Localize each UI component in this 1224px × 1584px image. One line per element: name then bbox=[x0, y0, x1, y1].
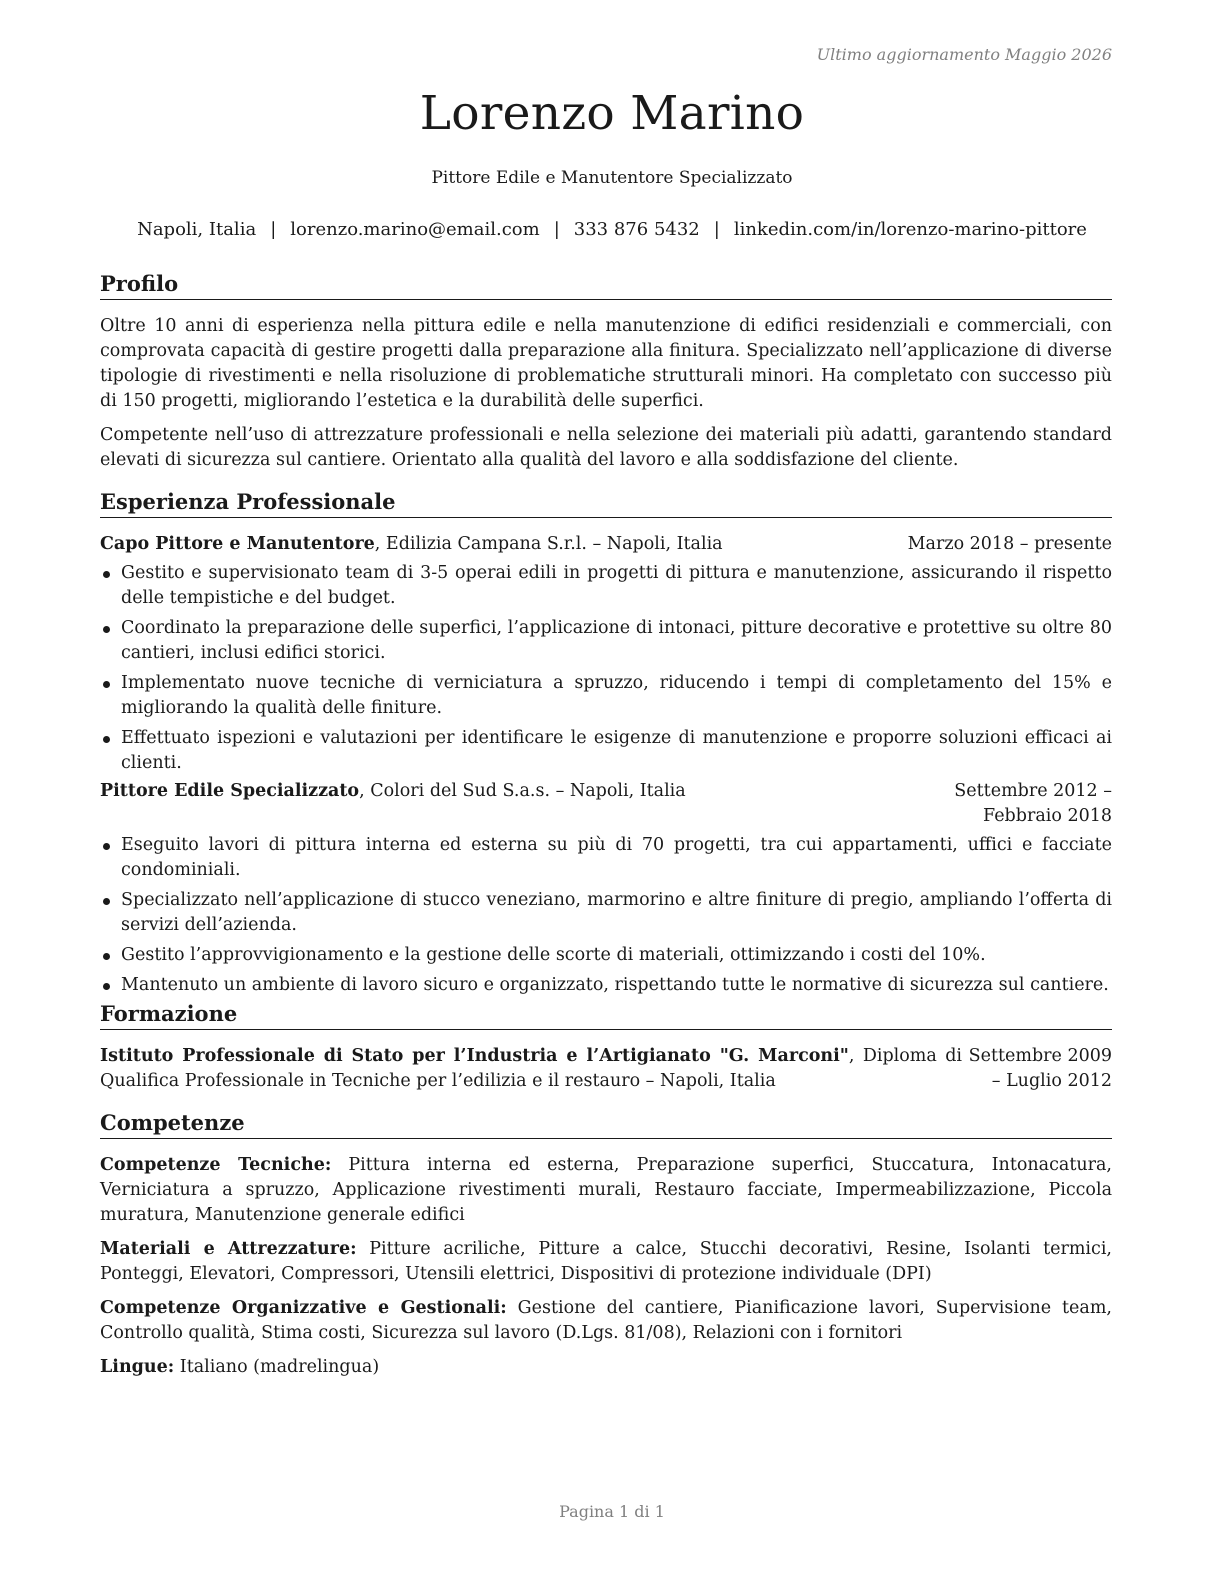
bullet-icon bbox=[103, 843, 110, 850]
skill-text: Gestione del cantiere, Pianificazione lavori, Supervisione team, Controllo qualità, Stima costi, Sicurezza sul lavoro (D.Lgs. 81/08), Relazioni con i fornitori bbox=[100, 1298, 1112, 1343]
job-entry bbox=[100, 779, 1112, 1003]
contact-separator: | bbox=[713, 219, 720, 240]
job-company: , Edilizia Campana S.r.l. – Napoli, Italia bbox=[374, 534, 723, 554]
last-updated: Ultimo aggiornamento Maggio 2026 bbox=[816, 45, 1112, 64]
contact-separator: | bbox=[270, 219, 277, 240]
job-bullets bbox=[100, 833, 1112, 998]
job-bullets bbox=[100, 561, 1112, 776]
skill-label: Lingue: bbox=[100, 1357, 175, 1377]
contact-linkedin[interactable]: linkedin.com/in/lorenzo-marino-pittore bbox=[733, 219, 1087, 240]
page-number: Pagina 1 di 1 bbox=[559, 1502, 665, 1521]
job-role: Pittore Edile Specializzato bbox=[100, 781, 360, 801]
job-company: , Colori del Sud S.a.s. – Napoli, Italia bbox=[359, 781, 686, 801]
list-item-text: Coordinato la preparazione delle superfici, l’applicazione di intonaci, pitture decorative e protettive su oltre 80 cantieri, inclusi edifici storici. bbox=[121, 618, 1112, 663]
profile-section bbox=[100, 314, 1112, 473]
skills-section bbox=[100, 1153, 1112, 1389]
list-item-text: Specializzato nell’applicazione di stucco veneziano, marmorino e altre finiture di pregio, ampliando l’offerta di servizi dell’azienda. bbox=[121, 890, 1112, 935]
skill-text: Italiano (madrelingua) bbox=[174, 1357, 380, 1377]
job-dates: Marzo 2018 – presente bbox=[907, 534, 1112, 554]
job-title-line bbox=[100, 779, 872, 804]
skill-label: Competenze Organizzative e Gestionali: bbox=[100, 1298, 507, 1318]
contact-phone[interactable]: 333 876 5432 bbox=[573, 219, 700, 240]
list-item bbox=[100, 973, 1112, 998]
contact-separator: | bbox=[553, 219, 560, 240]
section-title-profile: Profilo bbox=[100, 271, 1112, 300]
skill-group bbox=[100, 1237, 1112, 1287]
list-item bbox=[100, 943, 1112, 968]
section-title-skills: Competenze bbox=[100, 1110, 1112, 1139]
education-text bbox=[100, 1044, 962, 1094]
job-subtitle: Pittore Edile e Manutentore Specializzato bbox=[431, 168, 793, 188]
education-entry bbox=[100, 1044, 1112, 1094]
education-details: , Diploma di Qualifica Professionale in Tecniche per l’edilizia e il restauro – Napoli, Italia bbox=[100, 1046, 963, 1091]
list-item-text: Mantenuto un ambiente di lavoro sicuro e organizzato, rispettando tutte le normative di sicurezza sul cantiere. bbox=[121, 975, 1109, 995]
list-item bbox=[100, 726, 1112, 776]
contact-email[interactable]: lorenzo.marino@email.com bbox=[290, 219, 540, 240]
skill-group bbox=[100, 1355, 1112, 1380]
bullet-icon bbox=[103, 898, 110, 905]
list-item-text: Eseguito lavori di pittura interna ed esterna su più di 70 progetti, tra cui appartamenti, uffici e facciate condominiali. bbox=[121, 835, 1112, 880]
list-item bbox=[100, 888, 1112, 938]
person-name: Lorenzo Marino bbox=[419, 86, 805, 141]
job-header bbox=[100, 532, 1112, 557]
list-item bbox=[100, 671, 1112, 721]
job-dates: Settembre 2012 – Febbraio 2018 bbox=[954, 781, 1112, 826]
job-header bbox=[100, 779, 1112, 829]
list-item bbox=[100, 561, 1112, 611]
education-header bbox=[100, 1044, 1112, 1094]
section-title-education: Formazione bbox=[100, 1001, 1112, 1030]
contact-line bbox=[0, 219, 1224, 240]
skill-text: Pittura interna ed esterna, Preparazione superfici, Stuccatura, Intonacatura, Verniciatura a spruzzo, Applicazione rivestimenti murali, Restauro facciate, Impermeabilizzazione, Piccola muratura, Manutenzione generale edifici bbox=[100, 1155, 1112, 1225]
bullet-icon bbox=[103, 983, 110, 990]
list-item-text: Implementato nuove tecniche di verniciatura a spruzzo, riducendo i tempi di completamento del 15% e migliorando la qualità delle finiture. bbox=[121, 673, 1112, 718]
bullet-icon bbox=[103, 953, 110, 960]
job-title-line bbox=[100, 532, 908, 557]
education-school: Istituto Professionale di Stato per l’Industria e l’Artigianato "G. Marconi" bbox=[100, 1046, 849, 1066]
education-dates: Settembre 2009 – Luglio 2012 bbox=[968, 1046, 1112, 1091]
profile-paragraph: Competente nell’uso di attrezzature professionali e nella selezione dei materiali più adatti, garantendo standard elevati di sicurezza sul cantiere. Orientato alla qualità del lavoro e alla soddisfazione del cliente. bbox=[100, 425, 1112, 470]
section-title-experience: Esperienza Professionale bbox=[100, 489, 1112, 518]
job-entry bbox=[100, 532, 1112, 781]
skill-text: Pitture acriliche, Pitture a calce, Stucchi decorativi, Resine, Isolanti termici, Ponteggi, Elevatori, Compressori, Utensili elettrici, Dispositivi di protezione individuale (DPI) bbox=[100, 1239, 1112, 1284]
profile-paragraph: Oltre 10 anni di esperienza nella pittura edile e nella manutenzione di edifici residenziali e commerciali, con comprovata capacità di gestire progetti dalla preparazione alla finitura. Specializzato nell’applicazione di diverse tipologie di rivestimenti e nella risoluzione di problematiche strutturali minori. Ha completato con successo più di 150 progetti, migliorando l’estetica e la durabilità delle superfici. bbox=[100, 316, 1112, 411]
list-item-text: Gestito l’approvvigionamento e la gestione delle scorte di materiali, ottimizzando i costi del 10%. bbox=[121, 945, 986, 965]
skill-group bbox=[100, 1296, 1112, 1346]
skill-group bbox=[100, 1153, 1112, 1228]
bullet-icon bbox=[103, 736, 110, 743]
bullet-icon bbox=[103, 571, 110, 578]
contact-location: Napoli, Italia bbox=[137, 219, 257, 240]
list-item-text: Gestito e supervisionato team di 3-5 operai edili in progetti di pittura e manutenzione, assicurando il rispetto delle tempistiche e del budget. bbox=[121, 563, 1112, 608]
list-item-text: Effettuato ispezioni e valutazioni per identificare le esigenze di manutenzione e proporre soluzioni efficaci ai clienti. bbox=[121, 728, 1112, 773]
bullet-icon bbox=[103, 626, 110, 633]
skill-label: Competenze Tecniche: bbox=[100, 1155, 332, 1175]
job-role: Capo Pittore e Manutentore bbox=[100, 534, 375, 554]
bullet-icon bbox=[103, 681, 110, 688]
list-item bbox=[100, 616, 1112, 666]
skill-label: Materiali e Attrezzature: bbox=[100, 1239, 357, 1259]
list-item bbox=[100, 833, 1112, 883]
